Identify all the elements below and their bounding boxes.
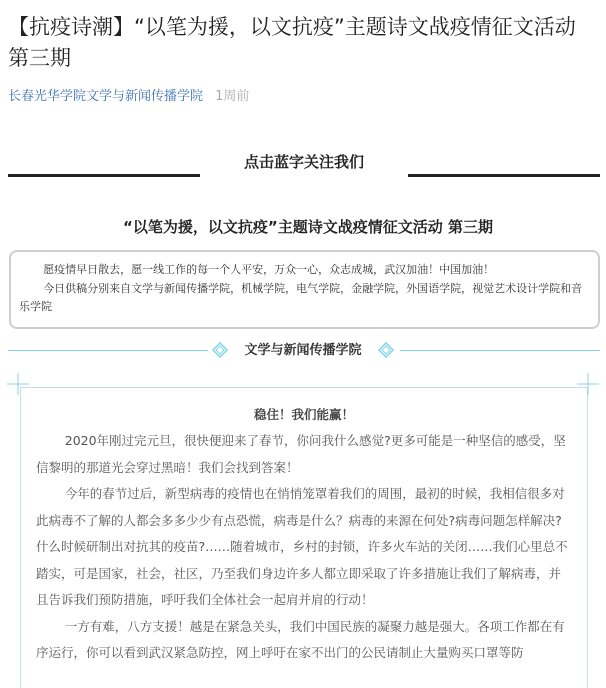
intro-box (9, 250, 600, 329)
section-divider-left (8, 350, 208, 351)
article-time: 1周前 (215, 89, 250, 104)
content-subtitle: “以笔为援，以文抗疫”主题诗文战疫情征文活动 第三期 (123, 218, 493, 236)
section-title: 文学与新闻传播学院 (244, 343, 362, 358)
follow-prompt[interactable]: 点击蓝字关注我们 (243, 153, 364, 171)
essay-paragraph: 一方有难，八方支援！越是在紧急关头，我们中国民族的凝聚力越是强大。各项工作都在有序运行，你可以看到武汉紧急防控，网上呼吁在家不出门的公民请制止大量购买口罩等防 (36, 618, 565, 660)
divider-left (8, 174, 200, 177)
essay-heading: 稳住！我们能赢！ (253, 407, 354, 422)
corner-cross-icon (7, 373, 29, 395)
article-title: 【抗疫诗潮】“以笔为援，以文抗疫”主题诗文战疫情征文活动 第三期 (8, 15, 576, 70)
essay-paragraph: 2020年刚过完元旦，很快便迎来了春节，你问我什么感觉?更多可能是一种坚信的感受，坚信黎明的那道光会穿过黑暗！我们会找到答案！ (36, 433, 566, 475)
diamond-ornament-icon (378, 342, 394, 358)
essay-paragraph: 今年的春节过后，新型病毒的疫情也在悄悄笼罩着我们的周围，最初的时候，我相信很多对此病毒不了解的人都会多多少少有点恐慌，病毒是什么？病毒的来源在何处?病毒问题怎样解决?什么时候研制出对抗其的疫苗?……随着城市，乡村的封锁，许多火车站的关闭……我们心里总不踏实，可是国家，社会，社区，乃至我们身边许多人都立即采取了许多措施让我们了解病毒，并且告诉我们预防措施，呼吁我们全体社会一起肩并肩的行动！ (36, 486, 568, 607)
corner-cross-icon (577, 373, 599, 395)
article-source-link[interactable]: 长春光华学院文学与新闻传播学院 (8, 89, 204, 104)
essay-body (36, 400, 572, 667)
diamond-ornament-icon (212, 342, 228, 358)
intro-line: 今日供稿分别来自文学与新闻传播学院，机械学院，电气学院，金融学院，外国语学院，视觉艺术设计学院和音乐学院 (19, 281, 583, 313)
article-meta (8, 88, 249, 106)
divider-right (408, 174, 600, 177)
intro-line: 愿疫情早日散去，愿一线工作的每一个人平安，万众一心，众志成城，武汉加油！中国加油！ (43, 263, 495, 276)
section-divider-right (400, 350, 600, 351)
